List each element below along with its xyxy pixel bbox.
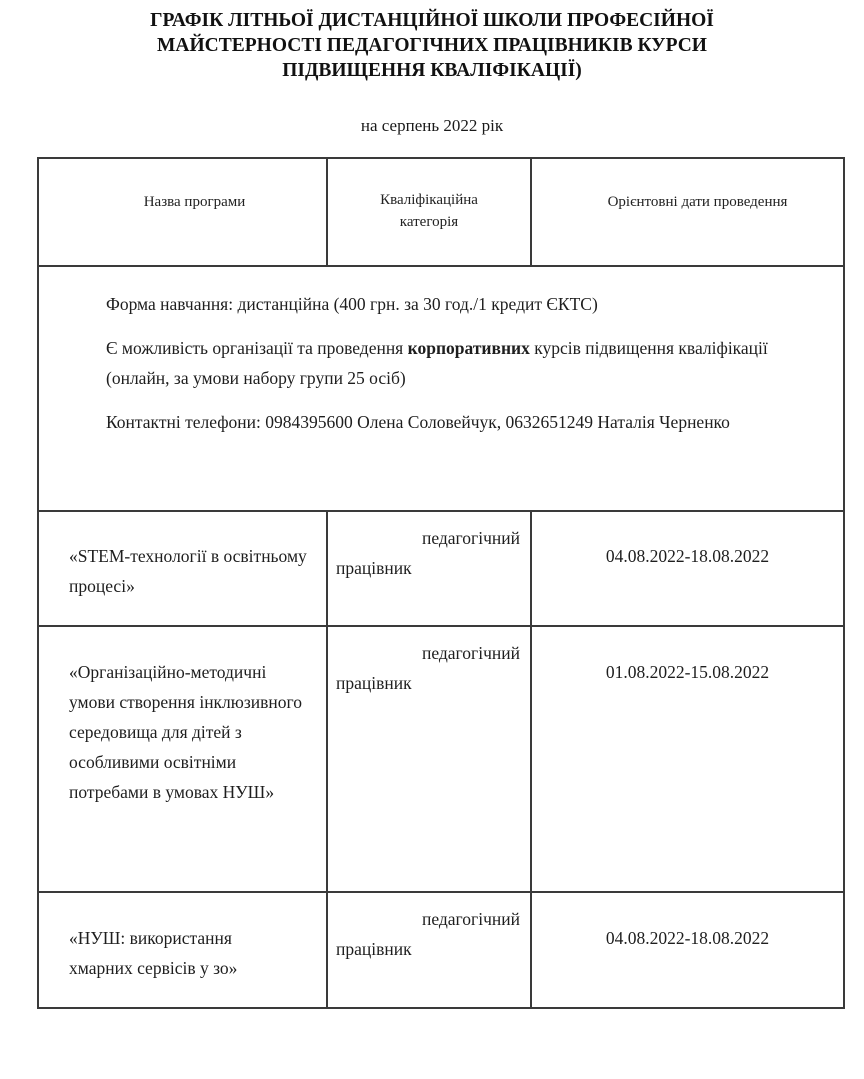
dates-value: 04.08.2022-18.08.2022 [605, 928, 770, 948]
title-line: ГРАФІК ЛІТНЬОЇ ДИСТАНЦІЙНОЇ ШКОЛИ ПРОФЕСІЙНОЇ [150, 10, 714, 31]
table-header-row [38, 158, 844, 266]
table-row [38, 892, 844, 1008]
corporate-text-end: курсів підвищення кваліфікації (онлайн, за умови набору групи 25 осіб) [106, 338, 768, 388]
program-name: «Організаційно-методичні умови створення інклюзивного середовища для дітей з особливими освітніми потребами в умовах НУШ» [69, 662, 303, 802]
header-category-line: категорія [399, 214, 459, 230]
category-line: педагогічний [421, 528, 520, 548]
info-body [39, 267, 843, 437]
dates-cell [531, 511, 844, 626]
study-form-text: Форма навчання: дистанційна (400 грн. за 30 год./1 кредит ЄКТС) [106, 294, 598, 314]
program-cell [38, 892, 327, 1008]
header-cell-category [327, 158, 531, 266]
category-value [328, 512, 530, 583]
program-cell [38, 511, 327, 626]
category-value [328, 893, 530, 964]
document-title [60, 8, 804, 83]
corporate-text-start: Є можливість організації та проведення [106, 338, 408, 358]
dates-cell [531, 892, 844, 1008]
header-dates: Орієнтовні дати проведення [607, 194, 788, 210]
title-line: ПІДВИЩЕННЯ КВАЛІФІКАЦІЇ) [282, 60, 582, 81]
category-line: працівник [336, 939, 412, 959]
category-cell [327, 626, 531, 892]
category-line: працівник [336, 673, 412, 693]
contacts-text: Контактні телефони: 0984395600 Олена Соловейчук, 0632651249 Наталія Черненко [106, 412, 730, 432]
dates-cell [531, 626, 844, 892]
header-category [328, 189, 530, 233]
info-row [38, 266, 844, 511]
table-row [38, 626, 844, 892]
title-line: МАЙСТЕРНОСТІ ПЕДАГОГІЧНИХ ПРАЦІВНИКІВ КУРСИ [157, 35, 707, 56]
category-line: працівник [336, 558, 412, 578]
header-program: Назва програми [143, 194, 246, 210]
category-cell [327, 892, 531, 1008]
header-category-line: Кваліфікаційна [380, 192, 478, 208]
document-subtitle: на серпень 2022 рік [360, 116, 504, 135]
dates-value: 01.08.2022-15.08.2022 [605, 662, 770, 682]
corporate-courses-text [106, 333, 823, 393]
category-cell [327, 511, 531, 626]
header-cell-program [38, 158, 327, 266]
category-value [328, 627, 530, 698]
program-name: «НУШ: використання хмарних сервісів у зо» [69, 928, 238, 978]
program-cell [38, 626, 327, 892]
schedule-table [37, 157, 845, 1009]
header-cell-dates [531, 158, 844, 266]
program-name: «STEM-технології в освітньому процесі» [69, 546, 307, 596]
info-cell [38, 266, 844, 511]
table-row [38, 511, 844, 626]
corporate-emphasis: корпоративних [407, 338, 530, 358]
category-line: педагогічний [421, 909, 520, 929]
dates-value: 04.08.2022-18.08.2022 [605, 546, 770, 566]
category-line: педагогічний [421, 643, 520, 663]
